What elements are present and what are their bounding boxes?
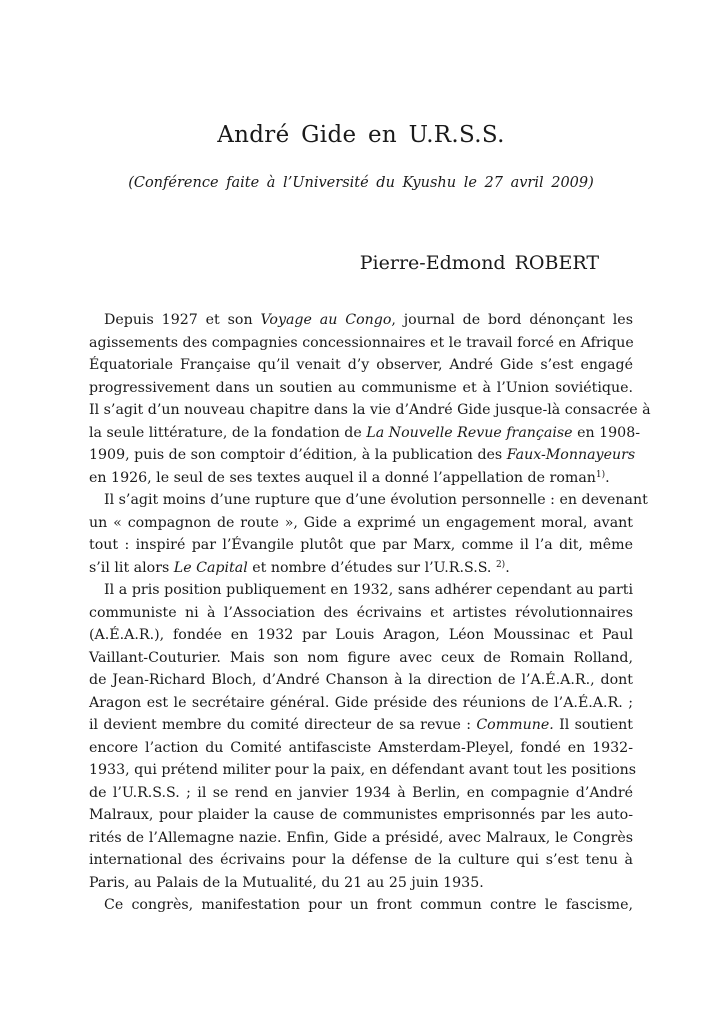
- text-line: Paris, au Palais de la Mutualité, du 21 au 25 juin 1935.: [89, 874, 484, 891]
- text-line: progressivement dans un soutien au communisme et à l’Union soviétique.: [89, 379, 633, 396]
- text-line: 1909, puis de son comptoir d’édition, à la publication des Faux-Monnayeurs: [89, 447, 636, 463]
- italic-title: Voyage au Congo: [260, 312, 392, 328]
- text-line: international des écrivains pour la défense de la culture qui s’est tenu à: [89, 852, 633, 868]
- text-line: communiste ni à l’Association des écrivains et artistes révolutionnaires: [89, 604, 633, 621]
- text-line: en 1926, le seul de ses textes auquel il a donné l’appellation de roman$^{1)}$.: [89, 469, 610, 486]
- text-line: Il s’agit d’un nouveau chapitre dans la vie d’André Gide jusque-là consacrée à: [89, 402, 651, 418]
- text-line: Vaillant-Couturier. Mais son nom figure avec ceux de Romain Rolland,: [89, 649, 633, 666]
- italic-title: Le Capital: [173, 559, 248, 576]
- text-line: rités de l’Allemagne nazie. Enfin, Gide a présidé, avec Malraux, le Congrès: [89, 829, 633, 846]
- article-body: [89, 309, 651, 917]
- text-line: Depuis 1927 et son Voyage au Congo, journal de bord dénonçant les: [104, 312, 633, 328]
- italic-title: La Nouvelle Revue française: [366, 424, 573, 441]
- paragraph: [89, 579, 637, 894]
- italic-title: Faux-Monnayeurs: [506, 447, 636, 463]
- paragraph: [89, 489, 648, 579]
- text-line: de Jean-Richard Bloch, d’André Chanson à la direction de l’A.É.A.R., dont: [89, 672, 633, 688]
- text-line: Il a pris position publiquement en 1932, sans adhérer cependant au parti: [104, 582, 633, 598]
- paragraph: [89, 894, 633, 917]
- text-line: un « compagnon de route », Gide a exprimé un engagement moral, avant: [89, 514, 633, 531]
- text-line: il devient membre du comité directeur de sa revue : Commune. Il soutient: [89, 717, 633, 733]
- text-line: agissements des compagnies concessionnaires et le travail forcé en Afrique: [89, 334, 634, 351]
- text-line: Équatoriale Française qu’il venait d’y observer, André Gide s’est engagé: [89, 357, 633, 373]
- text-line: Il s’agit moins d’une rupture que d’une évolution personnelle : en devenant: [104, 492, 648, 508]
- footnote-ref[interactable]: 2): [495, 559, 506, 570]
- text-line: Aragon est le secrétaire général. Gide préside des réunions de l’A.É.A.R. ;: [89, 694, 633, 711]
- text-line: encore l’action du Comité antifasciste Amsterdam-Pleyel, fondé en 1932-: [89, 739, 633, 756]
- article-title: André Gide en U.R.S.S.: [217, 122, 505, 148]
- author-name: Pierre-Edmond ROBERT: [359, 252, 599, 274]
- text-line: la seule littérature, de la fondation de La Nouvelle Revue française en 1908-: [89, 424, 641, 441]
- text-line: Ce congrès, manifestation pour un front commun contre le fascisme,: [104, 897, 633, 913]
- italic-title: Commune.: [476, 717, 554, 733]
- text-line: 1933, qui prétend militer pour la paix, en défendant avant tout les positions: [89, 762, 637, 778]
- footnote-ref[interactable]: 1): [595, 469, 606, 480]
- text-line: de l’U.R.S.S. ; il se rend en janvier 1934 à Berlin, en compagnie d’André: [89, 784, 633, 801]
- paragraph: [89, 309, 651, 489]
- text-line: Malraux, pour plaider la cause de communistes emprisonnés par les auto-: [89, 807, 633, 823]
- text-line: tout : inspiré par l’Évangile plutôt que par Marx, comme il l’a dit, même: [89, 537, 633, 553]
- text-line: (A.É.A.R.), fondée en 1932 par Louis Aragon, Léon Moussinac et Paul: [89, 627, 633, 643]
- article-subtitle: (Conférence faite à l’Université du Kyushu le 27 avril 2009): [128, 175, 594, 191]
- text-line: s’il lit alors Le Capital et nombre d’études sur l’U.R.S.S. $^{2)}$.: [89, 559, 510, 576]
